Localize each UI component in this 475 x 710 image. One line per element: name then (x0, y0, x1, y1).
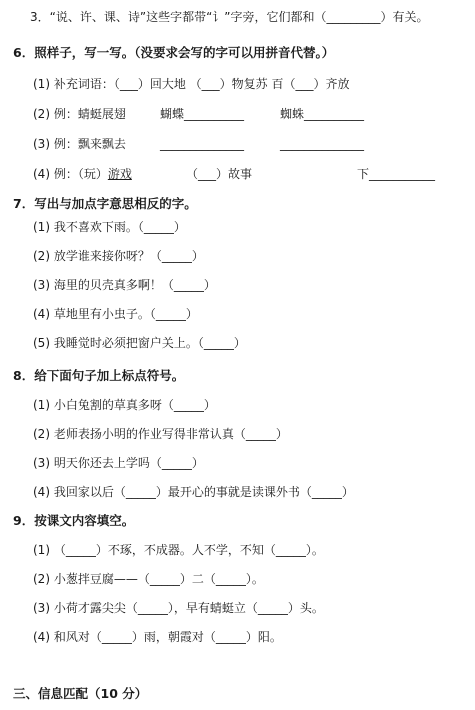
s7-item-1: (1) 我不喜欢下雨。（_____） (33, 220, 186, 234)
s9-item-1: (1) （_____）不琢，不成器。人不学，不知（_____）。 (33, 543, 324, 557)
s6-item-4-right: 下___________ (357, 167, 436, 181)
s6-item-4-underlined-word: 游戏 (107, 167, 132, 181)
s6-item-3-right: ______________ (280, 137, 364, 151)
s7-item-3: (3) 海里的贝壳真多啊！（_____） (33, 278, 216, 292)
s6-item-3-left: (3) 例：飘来飘去 (33, 137, 126, 151)
section-7-title: 7．写出与加点字意思相反的字。 (13, 196, 197, 211)
s7-item-2: (2) 放学谁来接你呀？（_____） (33, 249, 204, 263)
s9-item-3: (3) 小荷才露尖尖（_____），早有蜻蜓立（_____）头。 (33, 601, 324, 615)
s8-item-3: (3) 明天你还去上学吗（_____） (33, 456, 204, 470)
q3-question: 3．“说、许、课、诗”这些字都带“讠”字旁，它们都和（_________）有关。 (30, 10, 429, 24)
section-9-title: 9．按课文内容填空。 (13, 513, 135, 528)
s7-item-4: (4) 草地里有小虫子。（_____） (33, 307, 198, 321)
s6-item-2-left: (2) 例：蜻蜓展翅 (33, 107, 126, 121)
s8-item-4: (4) 我回家以后（_____）最开心的事就是读课外书（_____） (33, 485, 354, 499)
s6-item-2-mid: 蝴蝶__________ (160, 107, 245, 121)
s8-item-1: (1) 小白兔割的草真多呀（_____） (33, 398, 216, 412)
s9-item-2: (2) 小葱拌豆腐——（_____）二（_____）。 (33, 572, 264, 586)
s7-item-5: (5) 我睡觉时必须把窗户关上。（_____） (33, 336, 246, 350)
s6-item-2-right: 蜘蛛__________ (280, 107, 365, 121)
s6-item-1: (1) 补充词语：（___）回大地 （___）物复苏 百（___）齐放 (33, 77, 350, 91)
section-8-title: 8．给下面句子加上标点符号。 (13, 368, 185, 383)
s9-item-4: (4) 和风对（_____）雨，朝霞对（_____）阳。 (33, 630, 282, 644)
s6-item-4-mid: （___）故事 (186, 167, 253, 181)
s6-item-4-prefix: (4) 例：（玩） (33, 167, 108, 181)
s8-item-2: (2) 老师表扬小明的作业写得非常认真（_____） (33, 427, 288, 441)
s6-item-4-left (33, 166, 132, 182)
part-3-title: 三、信息匹配（10 分） (13, 686, 148, 701)
section-6-title: 6．照样子，写一写。（没要求会写的字可以用拼音代替。） (13, 45, 335, 60)
s6-item-3-mid: ______________ (160, 137, 244, 151)
